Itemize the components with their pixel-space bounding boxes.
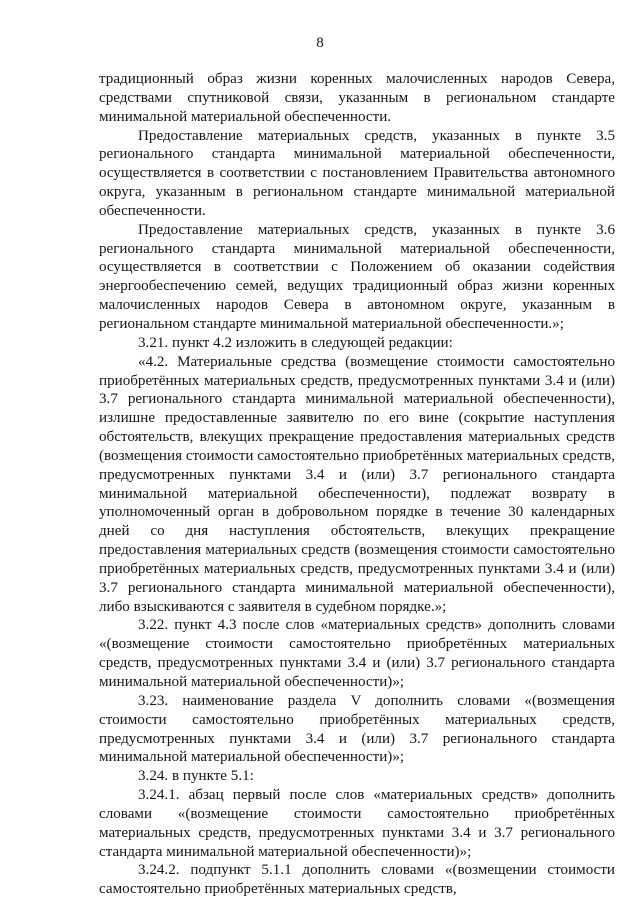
paragraph-3-23: 3.23. наименование раздела V дополнить словами «(возмещения стоимости самостоятельно приобретённых материальных средств, предусмотренных пунктами 3.4 и (или) 3.7 регионального стандарта минимальной материальной обеспеченности)»;	[99, 692, 615, 766]
paragraph-3-22: 3.22. пункт 4.3 после слов «материальных средств» дополнить словами «(возмещение стоимости самостоятельно приобретённых материальных средств, предусмотренных пунктами 3.4 и (или) 3.7 регионального стандарта минимальной материальной обеспеченности)»;	[99, 617, 615, 690]
page-number: 8	[316, 35, 324, 51]
paragraph-3-24-1: 3.24.1. абзац первый после слов «материальных средств» дополнить словами «(возмещение стоимости самостоятельно приобретённых материальных средств, предусмотренных пунктами 3.4 и 3.7 регионального стандарта минимальной материальной обеспеченности)»;	[99, 787, 615, 860]
document-body	[99, 70, 615, 899]
paragraph-3-5-provision: Предоставление материальных средств, указанных в пункте 3.5 регионального стандарта минимальной материальной обеспеченности, осуществляется в соответствии с постановлением Правительства автономного округа, указанным в региональном стандарте минимальной материальной обеспеченности.	[99, 127, 615, 219]
paragraph-continuation: традиционный образ жизни коренных малочисленных народов Севера, средствами спутниковой связи, указанным в региональном стандарте минимальной материальной обеспеченности.	[99, 71, 615, 125]
paragraph-3-6-provision: Предоставление материальных средств, указанных в пункте 3.6 регионального стандарта минимальной материальной обеспеченности, осуществляется в соответствии с Положением об оказании содействия энергообеспечению семей, ведущих традиционный образ жизни коренных малочисленных народов Севера в автономном округе, указанным в региональном стандарте минимальной материальной обеспеченности.»;	[99, 221, 615, 332]
paragraph-3-21: 3.21. пункт 4.2 изложить в следующей редакции:	[138, 334, 453, 351]
paragraph-3-24-2: 3.24.2. подпункт 5.1.1 дополнить словами «(возмещении стоимости самостоятельно приобретённых материальных средств,	[99, 862, 615, 898]
paragraph-3-24: 3.24. в пункте 5.1:	[138, 768, 254, 785]
paragraph-4-2-new-wording: «4.2. Материальные средства (возмещение стоимости самостоятельно приобретённых материальных средств, предусмотренных пунктами 3.4 и (или) 3.7 регионального стандарта минимальной материальной обеспеченности), излишне предоставленные заявителю по его вине (сокрытие наступления обстоятельств, влекущих прекращение предоставления материальных средств (возмещения стоимости самостоятельно приобретённых материальных средств, предусмотренных пунктами 3.4 и (или) 3.7 регионального стандарта минимальной материальной обеспеченности), подлежат возврату в уполномоченный орган в добровольном порядке в течение 30 календарных дней со дня наступления обстоятельств, влекущих прекращение предоставления материальных средств (возмещения стоимости самостоятельно приобретённых материальных средств, предусмотренных пунктами 3.4 и (или) 3.7 регионального стандарта минимальной материальной обеспеченности), либо взыскиваются с заявителя в судебном порядке.»;	[99, 353, 615, 615]
